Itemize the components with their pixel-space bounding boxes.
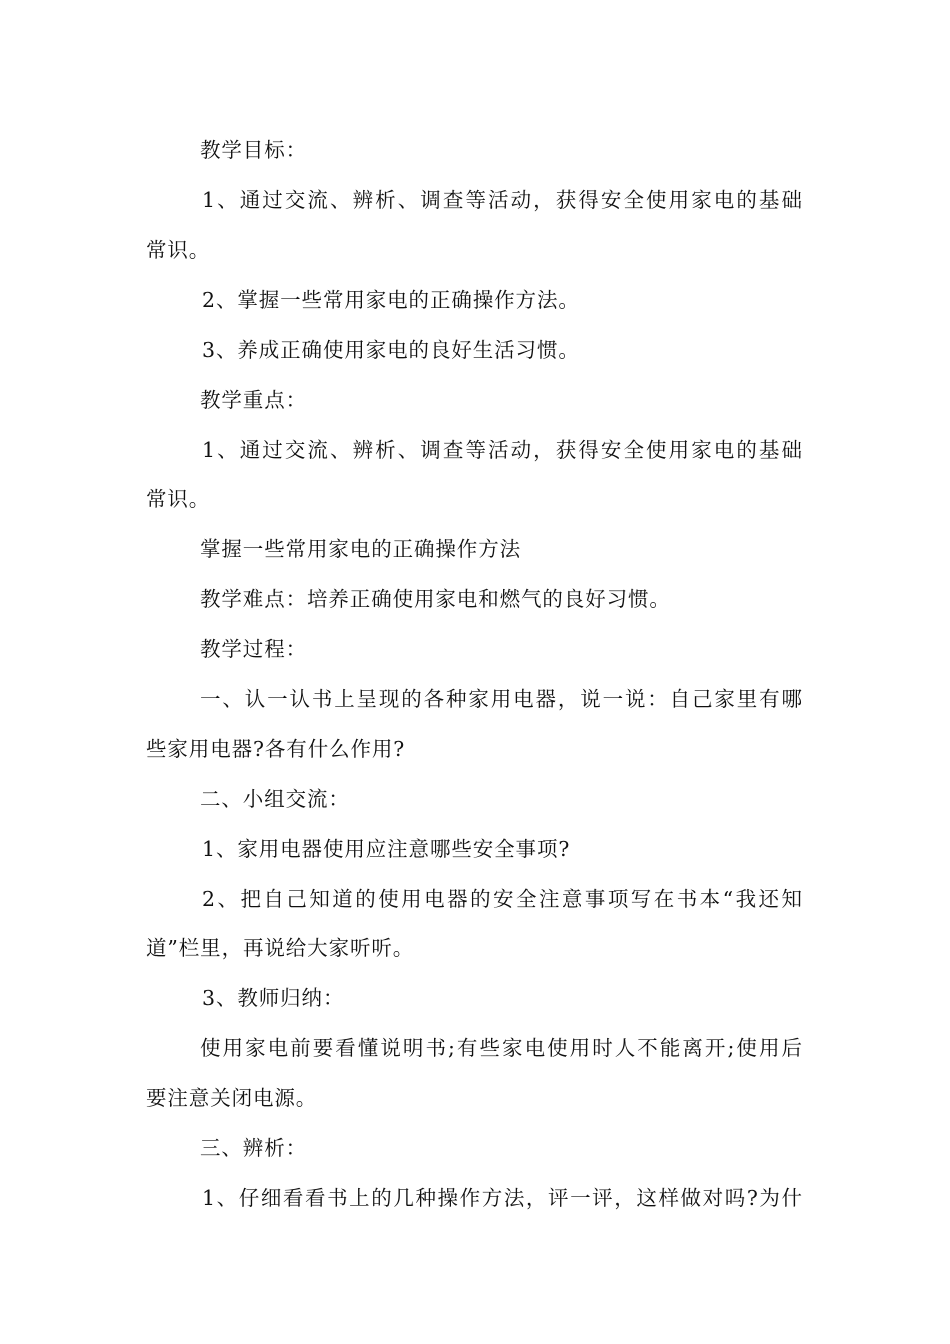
paragraph-line: 教学难点：培养正确使用家电和燃气的良好习惯。 — [200, 587, 671, 611]
paragraph-line: 掌握一些常用家电的正确操作方法 — [200, 537, 521, 561]
paragraph-line: 一、认一认书上呈现的各种家用电器，说一说：自己家里有哪 — [200, 687, 802, 711]
paragraph-line: 2、掌握一些常用家电的正确操作方法。 — [202, 288, 580, 312]
paragraph-line: 1、通过交流、辨析、调查等活动，获得安全使用家电的基础 — [202, 188, 802, 212]
paragraph-line: 3、教师归纳： — [202, 986, 345, 1010]
paragraph-line: 二、小组交流： — [200, 787, 350, 811]
paragraph-line: 常识。 — [146, 487, 211, 511]
paragraph-line: 些家用电器?各有什么作用? — [146, 737, 406, 761]
paragraph-line: 3、养成正确使用家电的良好生活习惯。 — [202, 338, 580, 362]
paragraph-line: 三、辨析： — [200, 1136, 307, 1160]
paragraph-line: 1、通过交流、辨析、调查等活动，获得安全使用家电的基础 — [202, 438, 802, 462]
paragraph-line: 教学目标： — [200, 138, 307, 162]
paragraph-line: 教学过程： — [200, 637, 307, 661]
paragraph-line: 常识。 — [146, 238, 211, 262]
paragraph-line: 2、把自己知道的使用电器的安全注意事项写在书本“我还知 — [202, 887, 802, 911]
paragraph-line: 道”栏里，再说给大家听听。 — [146, 936, 415, 960]
paragraph-line: 1、仔细看看书上的几种操作方法，评一评，这样做对吗?为什 — [202, 1186, 802, 1210]
paragraph-line: 要注意关闭电源。 — [146, 1086, 318, 1110]
paragraph-line: 使用家电前要看懂说明书;有些家电使用时人不能离开;使用后 — [200, 1036, 802, 1060]
paragraph-line: 1、家用电器使用应注意哪些安全事项? — [202, 837, 571, 861]
paragraph-line: 教学重点： — [200, 388, 307, 412]
